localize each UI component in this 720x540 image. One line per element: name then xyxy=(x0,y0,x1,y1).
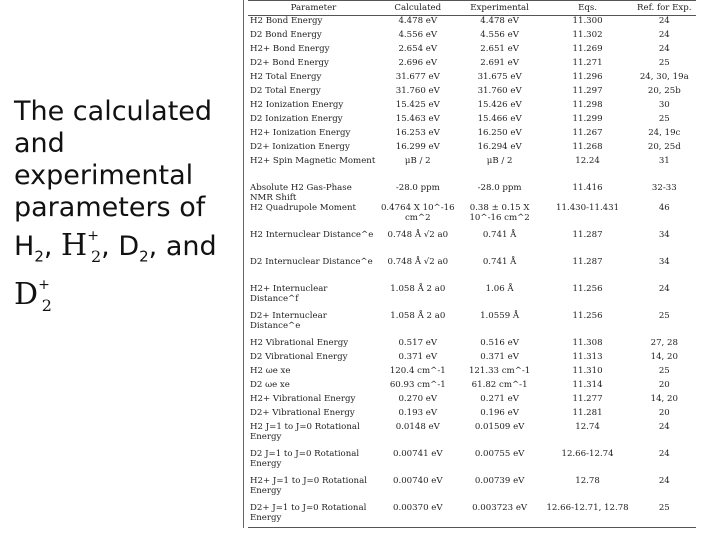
cell-experimental: 15.466 eV xyxy=(477,113,522,124)
cell-eqs: 11.256 xyxy=(572,283,603,294)
cell-experimental: 0.516 eV xyxy=(480,337,519,348)
cell-experimental: 0.741 Å xyxy=(482,256,517,267)
cell-eqs: 11.313 xyxy=(572,351,603,362)
cell-calculated: 31.760 eV xyxy=(395,85,440,96)
cell-ref: 24, 19c xyxy=(648,127,681,138)
table-row xyxy=(248,44,696,58)
cell-ref: 32-33 xyxy=(651,182,677,193)
table-header-row xyxy=(248,1,696,16)
cell-ref: 34 xyxy=(658,229,670,240)
cell-calculated: 0.00370 eV xyxy=(393,502,443,513)
title-line-1: The calculated xyxy=(14,96,213,127)
cell-calculated: 1.058 Å 2 a0 xyxy=(390,283,446,294)
title-line-4: parameters of xyxy=(14,192,206,223)
cell-calculated: 0.0148 eV xyxy=(395,421,440,432)
slide-title xyxy=(14,96,249,322)
cell-experimental: 31.760 eV xyxy=(477,85,522,96)
cell-parameter: D2+ Ionization Energy xyxy=(250,141,350,152)
cell-calculated: 0.517 eV xyxy=(398,337,438,348)
cell-experimental: 0.00739 eV xyxy=(474,475,525,486)
title-line-3: experimental xyxy=(14,160,194,191)
table-row xyxy=(248,366,696,380)
cell-calculated: 0.4764 X 10^-16 cm^2 xyxy=(380,202,455,223)
cell-eqs: 11.308 xyxy=(572,337,603,348)
cell-ref: 20, 25d xyxy=(647,141,681,152)
cell-ref: 24, 30, 19a xyxy=(639,71,689,82)
header-experimental: Experimental xyxy=(457,1,543,16)
cell-ref: 20 xyxy=(658,407,670,418)
and-word: and xyxy=(165,231,217,262)
cell-eqs: 12.74 xyxy=(575,421,600,432)
cell-eqs: 12.66-12.71, 12.78 xyxy=(546,502,629,513)
cell-eqs: 11.277 xyxy=(572,393,603,404)
cell-parameter: D2 J=1 to J=0 Rotational Energy xyxy=(250,448,360,469)
cell-calculated: 0.748 Å √2 a0 xyxy=(387,256,449,267)
cell-eqs: 11.297 xyxy=(572,85,603,96)
cell-parameter: H2 Internuclear Distance^e xyxy=(250,229,374,240)
header-ref: Ref. for Exp. xyxy=(633,1,696,16)
cell-experimental: 121.33 cm^-1 xyxy=(468,365,531,376)
d2-ion-symbol: $D^+_2$ xyxy=(14,277,52,315)
header-parameter: Parameter xyxy=(248,1,379,16)
cell-ref: 24 xyxy=(658,29,670,40)
table-row xyxy=(248,16,696,30)
cell-parameter: D2 Ionization Energy xyxy=(250,113,343,124)
cell-calculated: 0.748 Å √2 a0 xyxy=(387,229,449,240)
cell-experimental: 0.38 ± 0.15 X 10^-16 cm^2 xyxy=(469,202,530,223)
cell-eqs: 11.296 xyxy=(572,71,603,82)
cell-parameter: D2+ Bond Energy xyxy=(250,57,329,68)
cell-experimental: 0.003723 eV xyxy=(472,502,528,513)
table-row xyxy=(248,380,696,394)
table-row xyxy=(248,142,696,156)
cell-calculated: 4.556 eV xyxy=(398,29,438,40)
cell-calculated: 2.696 eV xyxy=(398,57,438,68)
cell-eqs: 12.24 xyxy=(575,155,600,166)
cell-experimental: 15.426 eV xyxy=(477,99,522,110)
cell-experimental: 2.651 eV xyxy=(480,43,519,54)
cell-ref: 14, 20 xyxy=(650,393,678,404)
cell-experimental: 16.294 eV xyxy=(477,141,522,152)
cell-ref: 24 xyxy=(658,43,670,54)
cell-ref: 27, 28 xyxy=(650,337,678,348)
cell-experimental: 0.741 Å xyxy=(482,229,517,240)
cell-ref: 20 xyxy=(658,379,670,390)
cell-parameter: H2+ J=1 to J=0 Rotational Energy xyxy=(250,475,367,496)
table-row xyxy=(248,72,696,86)
cell-calculated: 2.654 eV xyxy=(398,43,438,54)
h2-symbol: $H_2$ xyxy=(14,231,44,266)
cell-experimental: 0.00755 eV xyxy=(474,448,525,459)
cell-eqs: 11.267 xyxy=(572,127,603,138)
cell-parameter: D2+ J=1 to J=0 Rotational Energy xyxy=(250,502,367,523)
cell-parameter: H2+ Bond Energy xyxy=(250,43,330,54)
cell-parameter: H2 ωe xe xyxy=(250,365,291,376)
cell-parameter: H2 Bond Energy xyxy=(250,16,323,26)
cell-ref: 14, 20 xyxy=(650,351,678,362)
cell-experimental: 2.691 eV xyxy=(480,57,519,68)
cell-parameter: H2+ Ionization Energy xyxy=(250,127,351,138)
table-row xyxy=(248,503,696,530)
cell-parameter: D2+ Internuclear Distance^e xyxy=(250,310,327,331)
cell-ref: 24 xyxy=(658,475,670,486)
cell-ref: 20, 25b xyxy=(647,85,681,96)
cell-parameter: H2+ Spin Magnetic Moment xyxy=(250,155,376,166)
d2-symbol: $D_2$ xyxy=(118,231,149,266)
cell-calculated: 0.270 eV xyxy=(398,393,438,404)
cell-eqs: 11.298 xyxy=(572,99,603,110)
cell-eqs: 11.269 xyxy=(572,43,603,54)
header-eqs: Eqs. xyxy=(543,1,633,16)
cell-parameter: D2+ Vibrational Energy xyxy=(250,407,355,418)
cell-experimental: 0.371 eV xyxy=(480,351,519,362)
cell-experimental: 1.0559 Å xyxy=(480,310,520,321)
cell-ref: 24 xyxy=(658,283,670,294)
table-row xyxy=(248,449,696,476)
cell-calculated: 16.253 eV xyxy=(395,127,440,138)
cell-parameter: D2 Bond Energy xyxy=(250,29,322,40)
cell-parameter: D2 Total Energy xyxy=(250,85,321,96)
table-row xyxy=(248,394,696,408)
cell-ref: 25 xyxy=(658,502,670,513)
table-row xyxy=(248,128,696,142)
cell-parameter: H2 J=1 to J=0 Rotational Energy xyxy=(250,421,360,442)
table-row xyxy=(248,257,696,284)
cell-parameter: D2 Vibrational Energy xyxy=(250,351,348,362)
cell-ref: 25 xyxy=(658,365,670,376)
table-row xyxy=(248,114,696,128)
cell-eqs: 11.430-11.431 xyxy=(556,202,620,213)
cell-eqs: 11.271 xyxy=(572,57,603,68)
table-row xyxy=(248,183,696,203)
table-row xyxy=(248,476,696,503)
cell-calculated: μB / 2 xyxy=(404,155,431,166)
cell-experimental: 0.271 eV xyxy=(480,393,519,404)
cell-eqs: 11.300 xyxy=(572,16,603,26)
cell-calculated: 15.425 eV xyxy=(395,99,440,110)
cell-parameter: D2 Internuclear Distance^e xyxy=(250,256,373,267)
cell-eqs: 11.256 xyxy=(572,310,603,321)
cell-ref: 25 xyxy=(658,57,670,68)
cell-eqs: 11.310 xyxy=(572,365,603,376)
cell-experimental: -28.0 ppm xyxy=(477,182,522,193)
table-row xyxy=(248,30,696,44)
table-row xyxy=(248,58,696,72)
table-row xyxy=(248,422,696,449)
cell-experimental: 31.675 eV xyxy=(477,71,522,82)
cell-parameter: H2 Total Energy xyxy=(250,71,322,82)
cell-parameter: H2 Vibrational Energy xyxy=(250,337,349,348)
cell-eqs: 11.287 xyxy=(572,229,603,240)
cell-parameter: D2 ωe xe xyxy=(250,379,290,390)
title-line-2: and xyxy=(14,128,65,159)
cell-calculated: 15.463 eV xyxy=(395,113,440,124)
cell-eqs: 11.302 xyxy=(572,29,603,40)
cell-calculated: 0.371 eV xyxy=(398,351,438,362)
table-row xyxy=(248,203,696,230)
cell-parameter: H2 Quadrupole Moment xyxy=(250,202,356,213)
cell-eqs: 12.78 xyxy=(575,475,600,486)
cell-calculated: 4.478 eV xyxy=(398,16,438,26)
table-row xyxy=(248,284,696,311)
cell-ref: 24 xyxy=(658,421,670,432)
cell-ref: 30 xyxy=(658,99,670,110)
cell-ref: 24 xyxy=(658,16,670,26)
table-row xyxy=(248,230,696,257)
cell-calculated: 1.058 Å 2 a0 xyxy=(390,310,446,321)
cell-calculated: 0.00741 eV xyxy=(393,448,443,459)
table-row xyxy=(248,100,696,114)
cell-ref: 24 xyxy=(658,448,670,459)
cell-calculated: 16.299 eV xyxy=(395,141,440,152)
cell-calculated: 0.00740 eV xyxy=(393,475,443,486)
cell-parameter: H2+ Internuclear Distance^f xyxy=(250,283,328,304)
cell-experimental: 4.478 eV xyxy=(480,16,519,26)
table-row xyxy=(248,338,696,352)
cell-eqs: 11.416 xyxy=(572,182,603,193)
cell-experimental: 16.250 eV xyxy=(477,127,522,138)
cell-parameter: Absolute H2 Gas-Phase NMR Shift xyxy=(250,182,352,203)
table-row xyxy=(248,156,696,183)
h2-ion-symbol: $H^+_2$ xyxy=(61,228,102,266)
cell-calculated: 60.93 cm^-1 xyxy=(389,379,446,390)
table-row xyxy=(248,311,696,338)
parameters-table xyxy=(248,0,696,530)
cell-eqs: 11.287 xyxy=(572,256,603,267)
cell-experimental: 4.556 eV xyxy=(480,29,519,40)
cell-experimental: 1.06 Å xyxy=(485,283,514,294)
cell-experimental: 61.82 cm^-1 xyxy=(471,379,528,390)
cell-eqs: 11.281 xyxy=(572,407,603,418)
cell-parameter: H2+ Vibrational Energy xyxy=(250,393,356,404)
cell-experimental: 0.196 eV xyxy=(480,407,519,418)
cell-eqs: 11.314 xyxy=(572,379,603,390)
cell-calculated: -28.0 ppm xyxy=(395,182,440,193)
cell-calculated: 0.193 eV xyxy=(398,407,438,418)
cell-eqs: 11.299 xyxy=(572,113,603,124)
cell-ref: 25 xyxy=(658,113,670,124)
cell-ref: 31 xyxy=(658,155,670,166)
cell-ref: 34 xyxy=(658,256,670,267)
cell-eqs: 12.66-12.74 xyxy=(561,448,614,459)
cell-experimental: 0.01509 eV xyxy=(474,421,525,432)
cell-eqs: 11.268 xyxy=(572,141,603,152)
parameters-table-container xyxy=(248,0,696,528)
cell-experimental: μB / 2 xyxy=(486,155,513,166)
cell-ref: 25 xyxy=(658,310,670,321)
cell-ref: 46 xyxy=(658,202,670,213)
table-bottom-rule xyxy=(248,527,696,528)
title-line-5: $H_2$, $H^+_2$, $D_2$, and $D^+_2$ xyxy=(14,224,249,322)
cell-calculated: 120.4 cm^-1 xyxy=(389,365,446,376)
table-row xyxy=(248,408,696,422)
header-calculated: Calculated xyxy=(379,1,457,16)
cell-parameter: H2 Ionization Energy xyxy=(250,99,344,110)
cell-calculated: 31.677 eV xyxy=(395,71,440,82)
table-row xyxy=(248,352,696,366)
table-row xyxy=(248,86,696,100)
